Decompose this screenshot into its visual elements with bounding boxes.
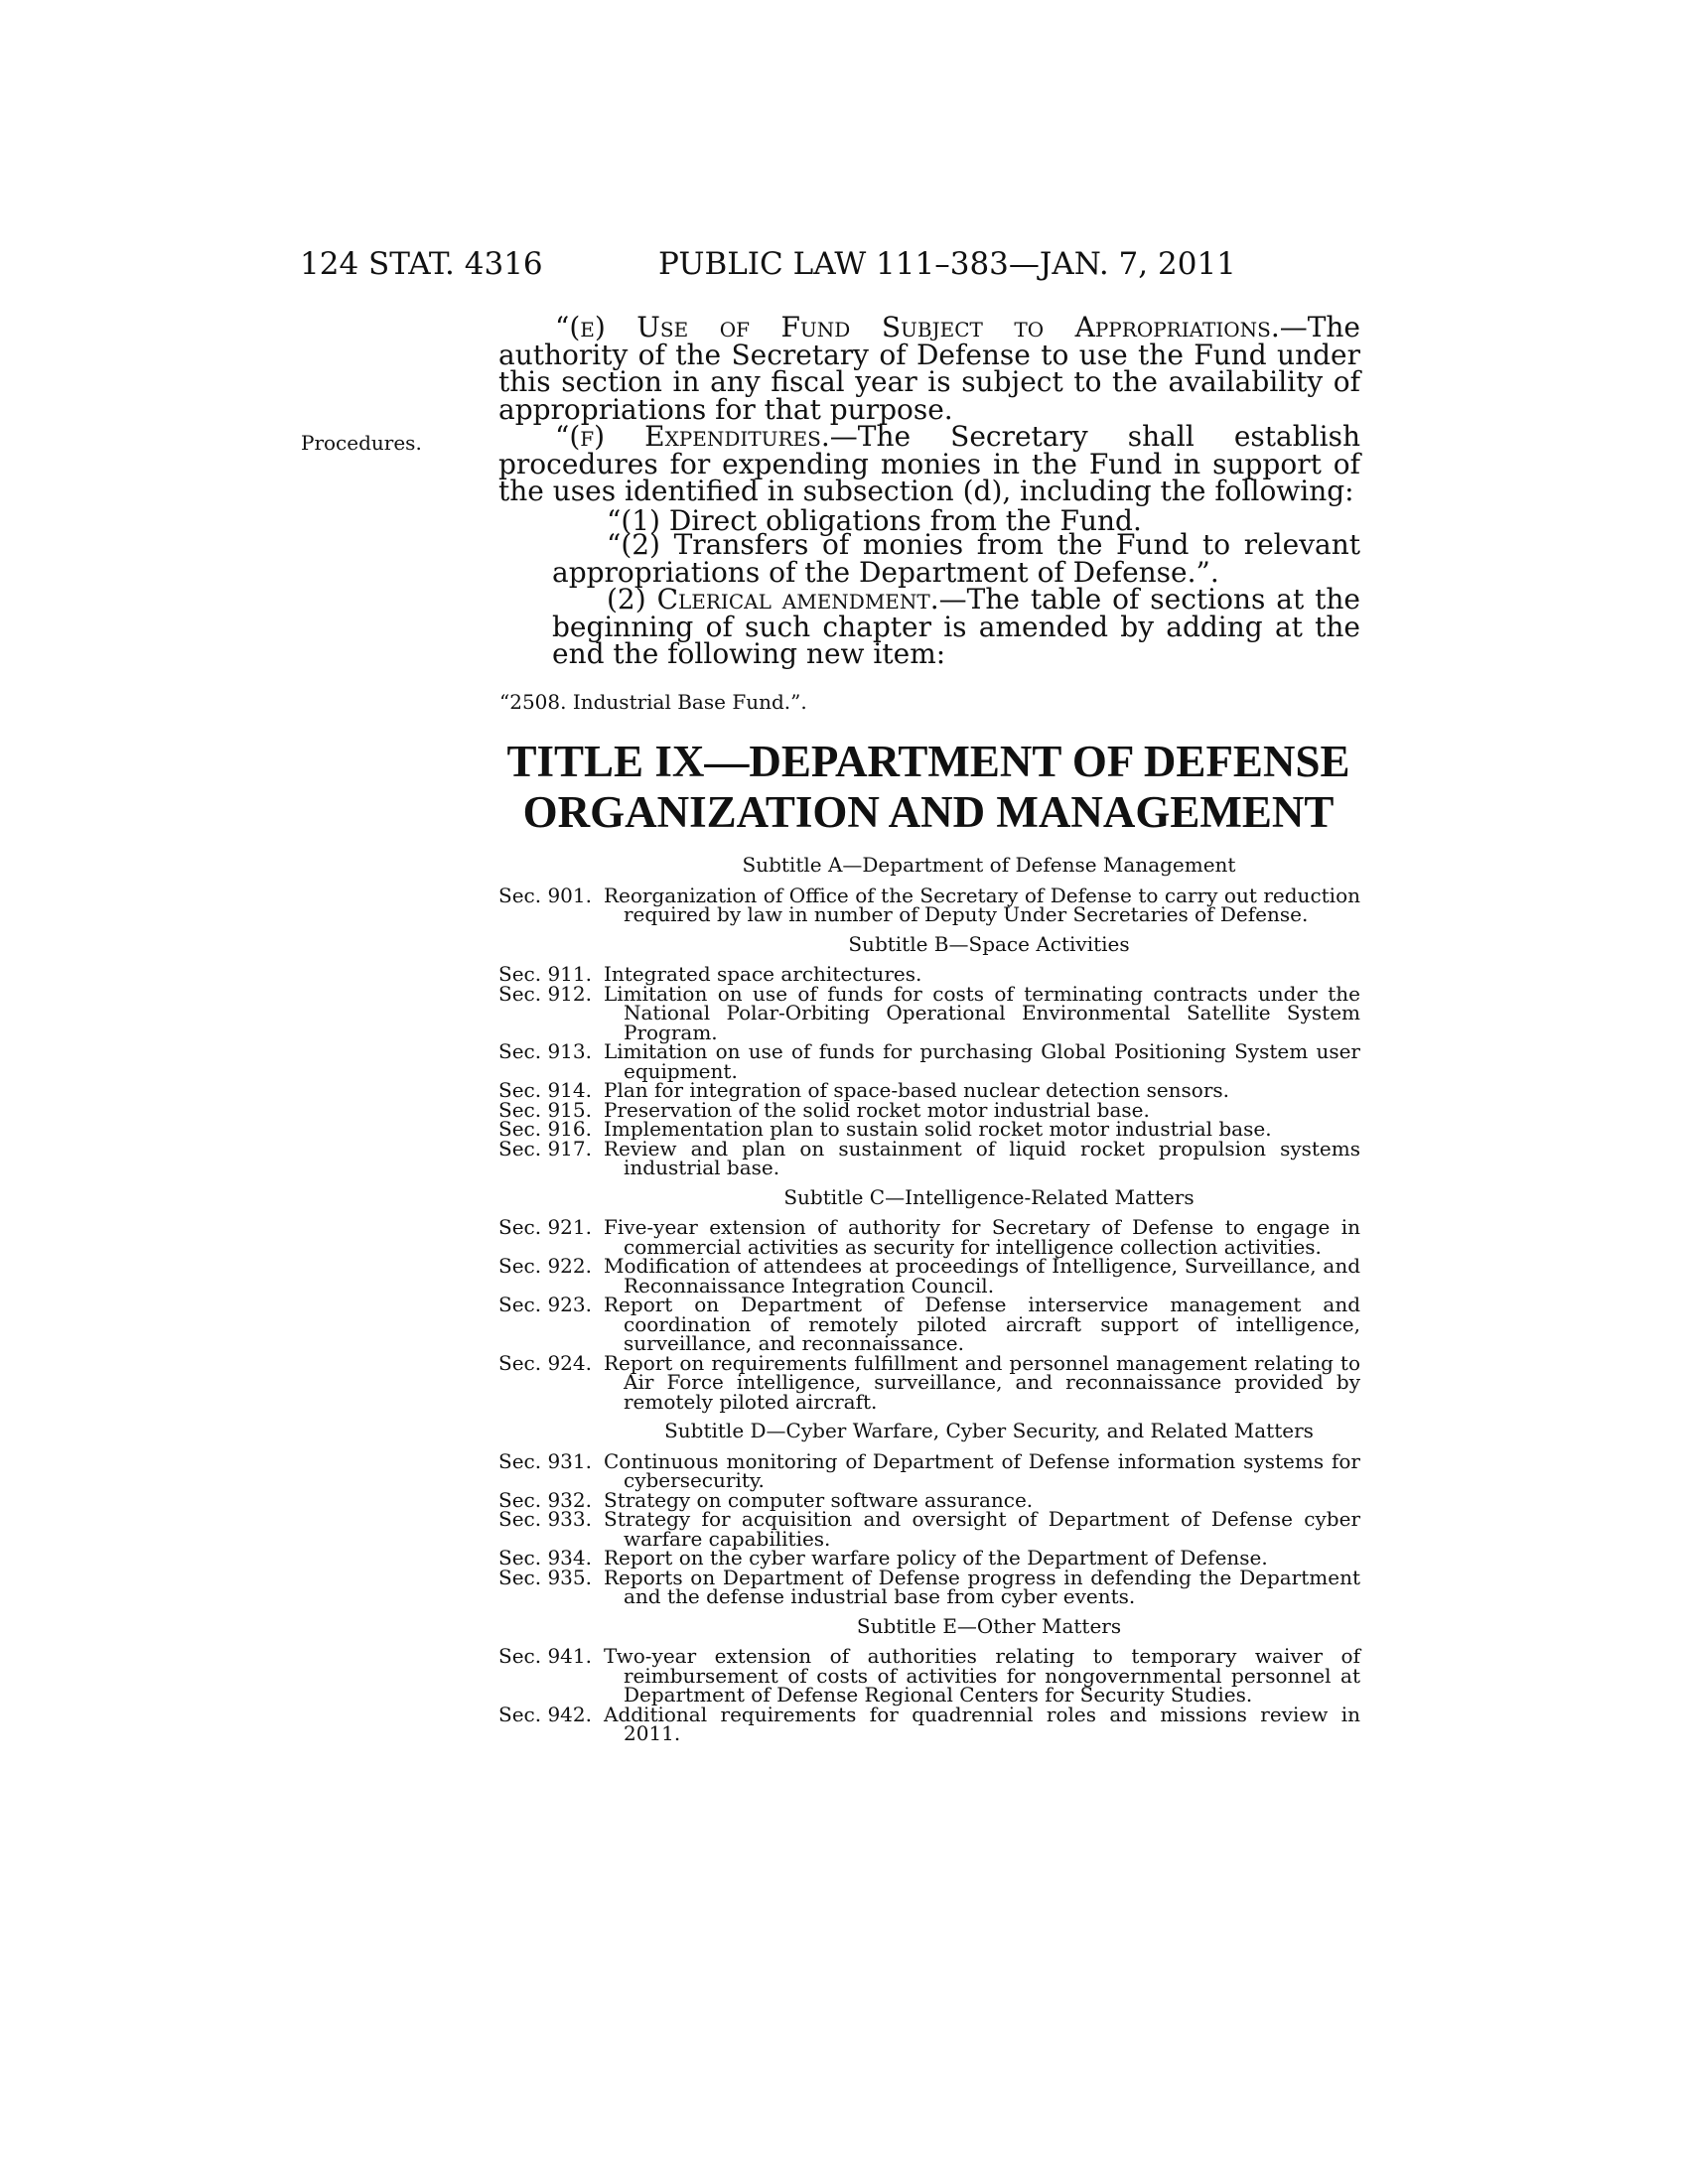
- toc-subtitle-heading: Subtitle A—Department of Defense Management: [742, 853, 1236, 877]
- toc-entry: [498, 1350, 1360, 1414]
- toc-entry: [498, 1565, 1360, 1608]
- toc-section-number: Sec. 921.: [498, 1215, 592, 1239]
- toc-section-number: Sec. 912.: [498, 981, 592, 1006]
- toc-entry: [498, 981, 1360, 1044]
- toc-section-number: Sec. 916.: [498, 1117, 592, 1141]
- toc-subtitle-heading: Subtitle E—Other Matters: [856, 1613, 1122, 1638]
- toc-section-number: Sec. 934.: [498, 1546, 592, 1570]
- toc-section-title: Strategy on computer software assurance.: [604, 1487, 1034, 1512]
- toc-section-title: Additional requirements for quadrennial roles and missions review in 2011.: [604, 1702, 1360, 1745]
- toc-section-title: Five-year extension of authority for Secretary of Defense to engage in commercial activities as security for intelligence collection activities.: [604, 1215, 1360, 1259]
- title-line-2: ORGANIZATION AND MANAGEMENT: [522, 787, 1335, 837]
- paragraph-f2: “(2) Transfers of monies from the Fund to relevant appropriations of the Department of Defense.”.: [552, 528, 1360, 589]
- toc-entry: [498, 1293, 1360, 1355]
- subsection-e-heading: “(e) Use of Fund Subject to Appropriations.: [555, 311, 1280, 343]
- new-table-item: “2508. Industrial Base Fund.”.: [499, 690, 807, 714]
- toc-section-number: Sec. 917.: [498, 1136, 592, 1160]
- toc-section-title: Reports on Department of Defense progress in defending the Department and the defense industrial base from cyber events.: [604, 1565, 1360, 1608]
- toc-section-number: Sec. 911.: [498, 962, 592, 986]
- toc-section-title: Limitation on use of funds for purchasing Global Positioning System user equipment.: [604, 1039, 1360, 1083]
- title-heading: [496, 737, 1360, 838]
- toc-section-number: Sec. 942.: [498, 1702, 592, 1726]
- title-line-1: TITLE IX—DEPARTMENT OF DEFENSE: [506, 737, 1350, 786]
- toc-subtitle-group: [498, 853, 1360, 926]
- subsection-f-text: —The Secretary shall establish procedures for expending monies in the Fund in support of the uses identified in subsection (d), including the following:: [498, 420, 1360, 507]
- toc-section-title: Two-year extension of authorities relating to temporary waiver of reimbursement of costs of activities for nongovernmental personnel at Department of Defense Regional Centers for Security Studies.: [604, 1644, 1360, 1706]
- toc-section-title: Reorganization of Office of the Secretary of Defense to carry out reduction required by law in number of Deputy Under Secretaries of Defense.: [604, 883, 1360, 926]
- toc-section-number: Sec. 931.: [498, 1448, 592, 1473]
- toc-section-number: Sec. 923.: [498, 1293, 592, 1316]
- toc-section-title: Modification of attendees at proceedings of Intelligence, Surveillance, and Reconnaissance Integration Council.: [604, 1254, 1360, 1297]
- toc-section-number: Sec. 935.: [498, 1565, 592, 1589]
- toc-entry: [498, 1136, 1360, 1179]
- toc-section-title: Strategy for acquisition and oversight of Department of Defense cyber warfare capabilities.: [604, 1507, 1360, 1551]
- paragraph-f1: “(1) Direct obligations from the Fund.: [607, 504, 1142, 537]
- toc-section-title: Report on Department of Defense interservice management and coordination of remotely piloted aircraft support of intelligence, surveillance, and reconnaissance.: [604, 1293, 1360, 1355]
- toc-entry: [498, 1039, 1360, 1083]
- toc-entry: [498, 1507, 1360, 1551]
- toc-subtitle-heading: Subtitle B—Space Activities: [848, 931, 1130, 956]
- clerical-amendment-text: —The table of sections at the beginning of such chapter is amended by adding at the end the following new item:: [552, 583, 1360, 670]
- law-title: PUBLIC LAW 111–383—JAN. 7, 2011: [658, 246, 1236, 282]
- toc-subtitle-group: [498, 1613, 1360, 1745]
- toc-entry: [498, 1215, 1360, 1259]
- toc-subtitle-heading: Subtitle C—Intelligence-Related Matters: [783, 1184, 1195, 1209]
- toc-section-title: Report on the cyber warfare policy of the Department of Defense.: [604, 1546, 1268, 1570]
- toc-section-number: Sec. 901.: [498, 883, 592, 907]
- toc-subtitle-group: [498, 1419, 1360, 1608]
- toc-section-number: Sec. 932.: [498, 1487, 592, 1512]
- subsection-f: [498, 420, 1360, 507]
- toc-section-number: Sec. 915.: [498, 1097, 592, 1122]
- toc-section-title: Review and plan on sustainment of liquid rocket propulsion systems industrial base.: [604, 1136, 1360, 1179]
- toc-section-title: Implementation plan to sustain solid rocket motor industrial base.: [604, 1117, 1272, 1141]
- toc-section-number: Sec. 922.: [498, 1254, 592, 1278]
- page-header: [0, 246, 1688, 286]
- toc-section-number: Sec. 924.: [498, 1350, 592, 1375]
- toc-section-title: Integrated space architectures.: [604, 962, 922, 986]
- toc-section-title: Continuous monitoring of Department of Defense information systems for cybersecurity.: [604, 1448, 1360, 1492]
- toc-section-number: Sec. 933.: [498, 1507, 592, 1531]
- clerical-amendment: [552, 583, 1360, 670]
- toc-subtitle-heading: Subtitle D—Cyber Warfare, Cyber Security, and Related Matters: [664, 1419, 1314, 1442]
- toc-section-number: Sec. 913.: [498, 1039, 592, 1063]
- toc-section-title: Limitation on use of funds for costs of terminating contracts under the National Polar-Orbiting Operational Environmental Satellite System Program.: [604, 981, 1360, 1044]
- toc-subtitle-group: [498, 931, 1360, 1179]
- subsection-e-text: —The authority of the Secretary of Defense to use the Fund under this section in any fiscal year is subject to the availability of appropriations for that purpose.: [498, 311, 1360, 426]
- toc-section-title: Preservation of the solid rocket motor industrial base.: [604, 1097, 1150, 1122]
- subsection-e: [498, 311, 1360, 426]
- clerical-amendment-heading: (2) Clerical amendment.: [607, 583, 939, 615]
- toc-section-title: Report on requirements fulfillment and personnel management relating to Air Force intelligence, surveillance, and reconnaissance provided by remotely piloted aircraft.: [604, 1350, 1360, 1414]
- toc-entry: [498, 1644, 1360, 1706]
- toc-entry: [498, 883, 1360, 926]
- table-of-contents: [498, 853, 1360, 1754]
- subsection-f-heading: “(f) Expenditures.: [555, 420, 830, 453]
- toc-entry: [498, 1702, 1360, 1745]
- stat-reference: 124 STAT. 4316: [300, 246, 543, 282]
- toc-entry: [498, 1254, 1360, 1297]
- toc-section-number: Sec. 941.: [498, 1644, 592, 1668]
- toc-subtitle-group: [498, 1184, 1360, 1414]
- toc-entry: [498, 1448, 1360, 1492]
- toc-section-title: Plan for integration of space-based nuclear detection sensors.: [604, 1078, 1230, 1102]
- margin-note: Procedures.: [301, 431, 422, 455]
- toc-section-number: Sec. 914.: [498, 1078, 592, 1102]
